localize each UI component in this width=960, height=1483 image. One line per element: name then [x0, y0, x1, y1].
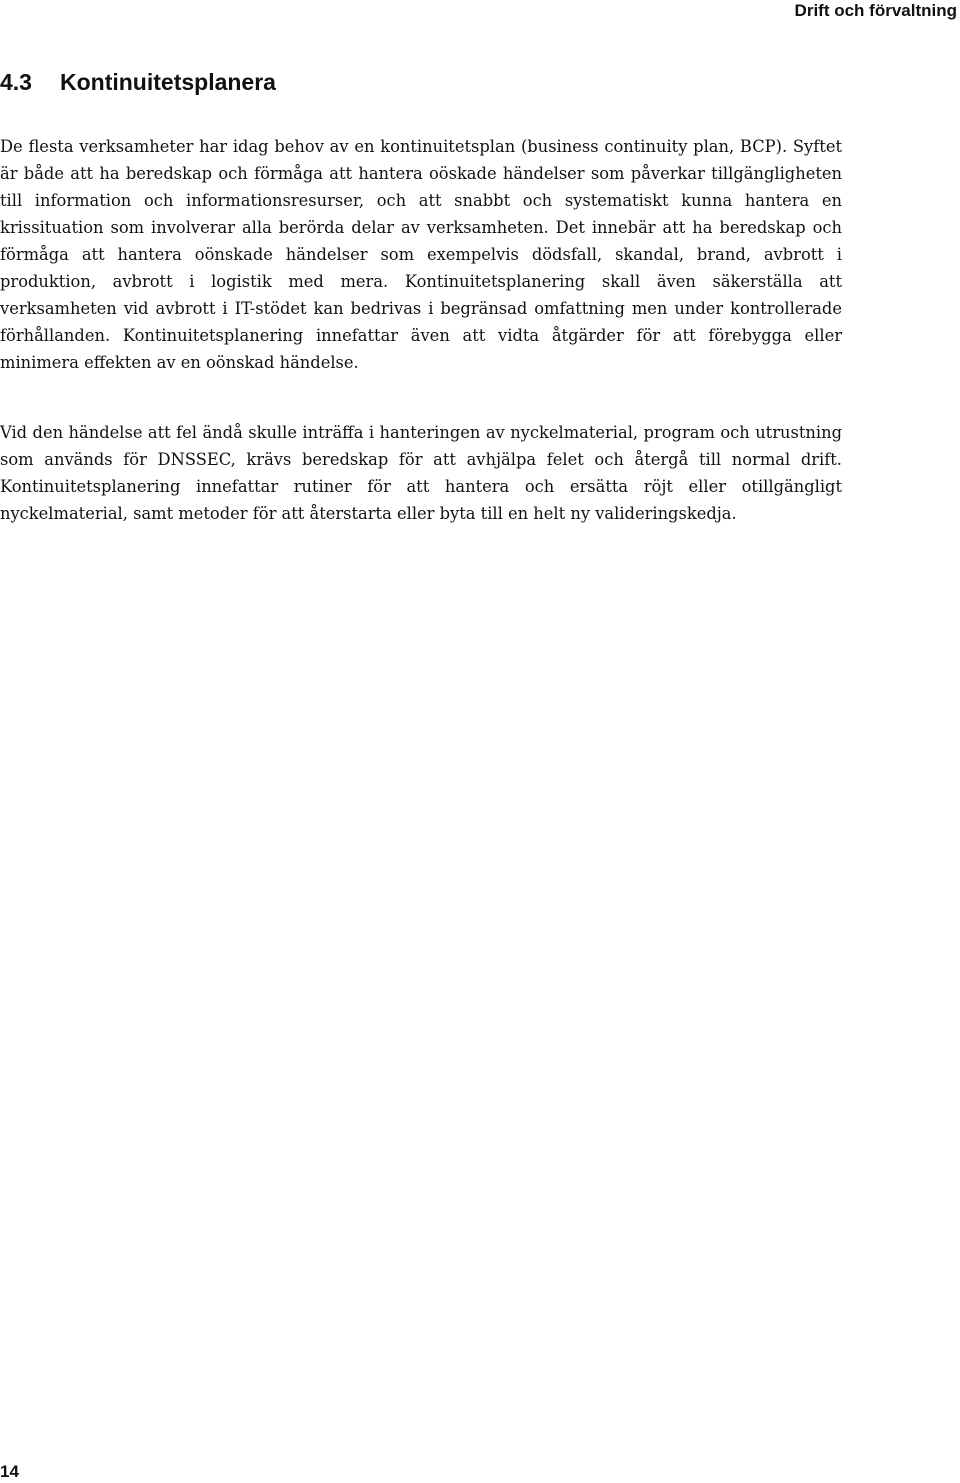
running-header: Drift och förvaltning	[794, 1, 957, 20]
body-paragraph: Vid den händelse att fel ändå skulle inträffa i hanteringen av nyckelmaterial, program och utrustning som används för DNSSEC, krävs beredskap för att avhjälpa felet och återgå till normal drift. Kontinuitetsplanering innefattar rutiner för att hantera och ersätta röjt eller otillgängligt nyckelmaterial, samt metoder för att återstarta eller byta till en helt ny valideringskedja.	[0, 423, 842, 523]
section-number: 4.3	[0, 69, 32, 95]
page-number: 14	[0, 1462, 19, 1481]
section-title: Kontinuitetsplanera	[60, 69, 276, 95]
section-heading	[0, 67, 276, 97]
body-paragraph: De flesta verksamheter har idag behov av en kontinuitetsplan (business continuity plan, BCP). Syftet är både att ha beredskap och förmåga att hantera oöskade händelser som påverkar tillgängligheten till information och informationsresurser, och att snabbt och systematiskt kunna hantera en krissituation som involverar alla berörda delar av verksamheten. Det innebär att ha beredskap och förmåga att hantera oönskade händelser som exempelvis dödsfall, skandal, brand, avbrott i produktion, avbrott i logistik med mera. Kontinuitetsplanering skall även säkerställa att verksamheten vid avbrott i IT-stödet kan bedrivas i begränsad omfattning men under kontrollerade förhållanden. Kontinuitetsplanering innefattar även att vidta åtgärder för att förebygga eller minimera effekten av en oönskad händelse.	[0, 137, 842, 372]
